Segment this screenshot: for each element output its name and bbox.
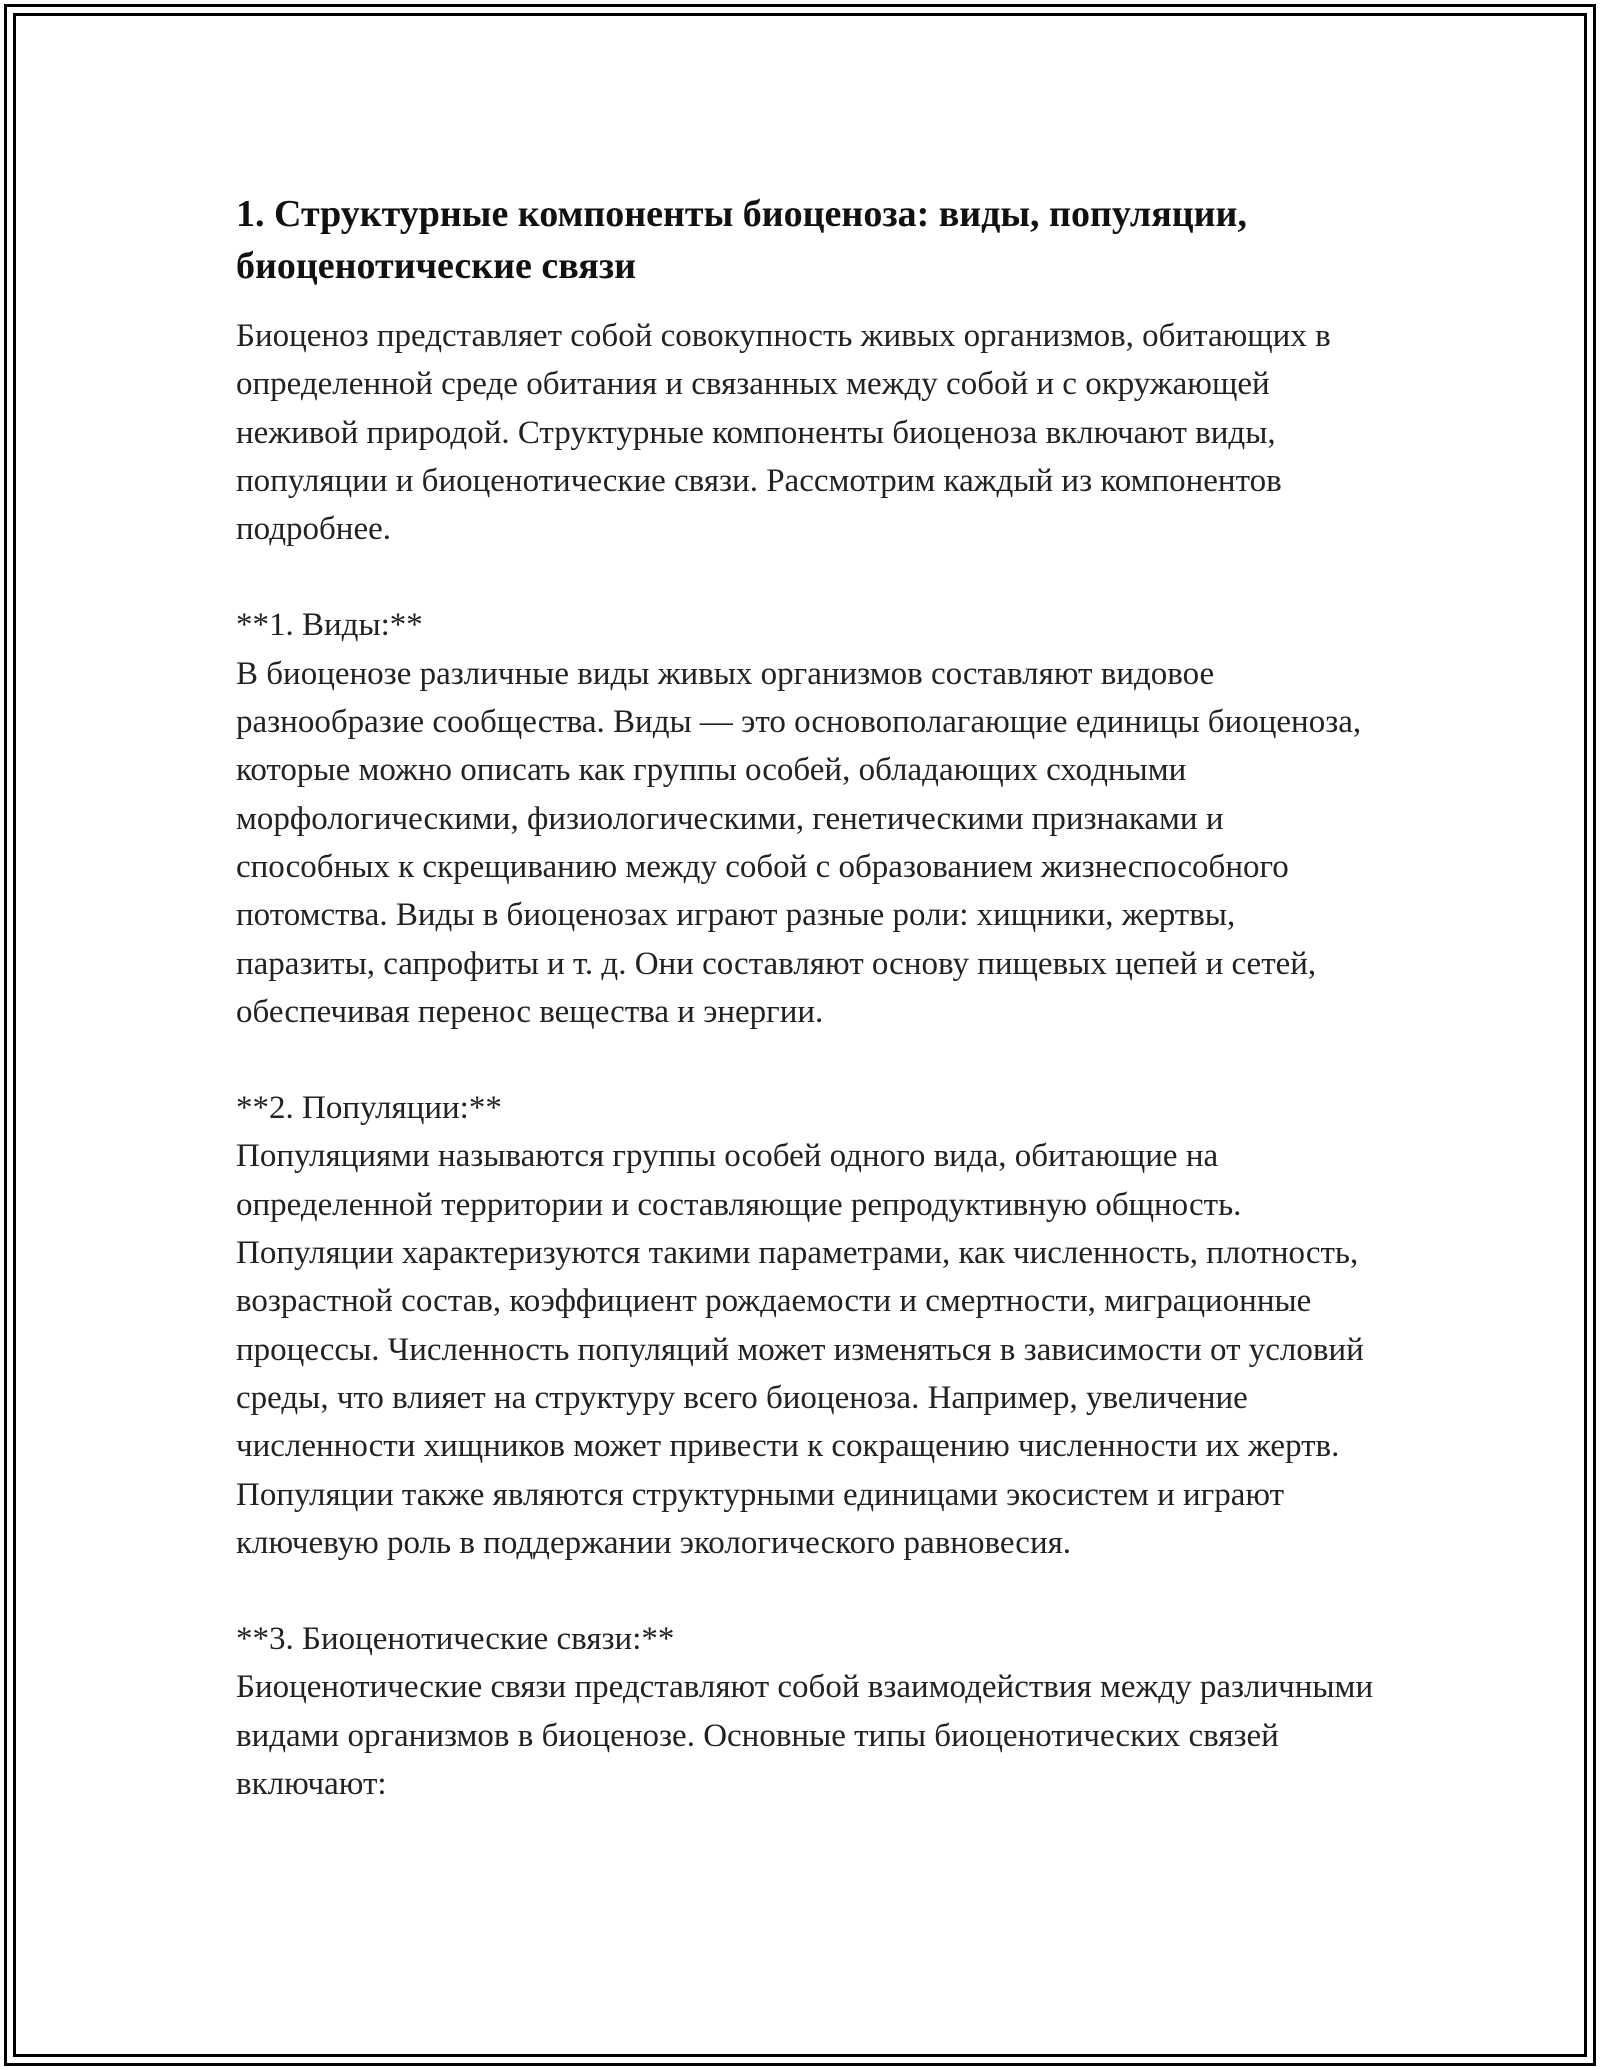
intro-paragraph: Биоценоз представляет собой совокупность живых организмов, обитающих в определенной среде обитания и связанных между собой и с окружающей неживой природой. Структурные компоненты биоценоза включают виды, популяции и биоценотические связи. Рассмотрим каждый из компонентов подробнее. bbox=[236, 318, 1331, 548]
section-heading-populations: **2. Популяции:** bbox=[236, 1090, 502, 1127]
section-text-biocenotic-links: Биоценотические связи представляют собой взаимодействия между различными видами организмов в биоценозе. Основные типы биоценотических связей включают: bbox=[236, 1669, 1374, 1803]
section-text-populations: Популяциями называются группы особей одного вида, обитающие на определенной территории и составляющие репродуктивную общность. Популяции характеризуются такими параметрами, как численность, плотность, возрастной состав, коэффициент рождаемости и смертности, миграционные процессы. Численность популяций может изменяться в зависимости от условий среды, что влияет на структуру всего биоценоза. Например, увеличение численности хищников может привести к сокращению численности их жертв. Популяции также являются структурными единицами экосистем и играют ключевую роль в поддержании экологического равновесия. bbox=[236, 1138, 1364, 1561]
section-heading-biocenotic-links: **3. Биоценотические связи:** bbox=[236, 1621, 675, 1658]
section-text-species: В биоценозе различные виды живых организмов составляют видовое разнообразие сообщества. Виды — это основополагающие единицы биоценоза, которые можно описать как группы особей, обладающих сходными морфологическими, физиологическими, генетическими признаками и способных к скрещиванию между собой с образованием жизнеспособного потомства. Виды в биоценозах играют разные роли: хищники, жертвы, паразиты, сапрофиты и т. д. Они составляют основу пищевых цепей и сетей, обеспечивая перенос вещества и энергии. bbox=[236, 655, 1362, 1030]
paragraph-spacer bbox=[236, 1567, 1376, 1615]
paragraph-spacer bbox=[236, 553, 1376, 601]
section-heading-species: **1. Виды:** bbox=[236, 607, 423, 644]
paragraph-spacer bbox=[236, 1036, 1376, 1084]
document-body bbox=[236, 188, 1376, 1808]
document-title: 1. Структурные компоненты биоценоза: виды, популяции, биоценотические связи bbox=[236, 193, 1247, 287]
